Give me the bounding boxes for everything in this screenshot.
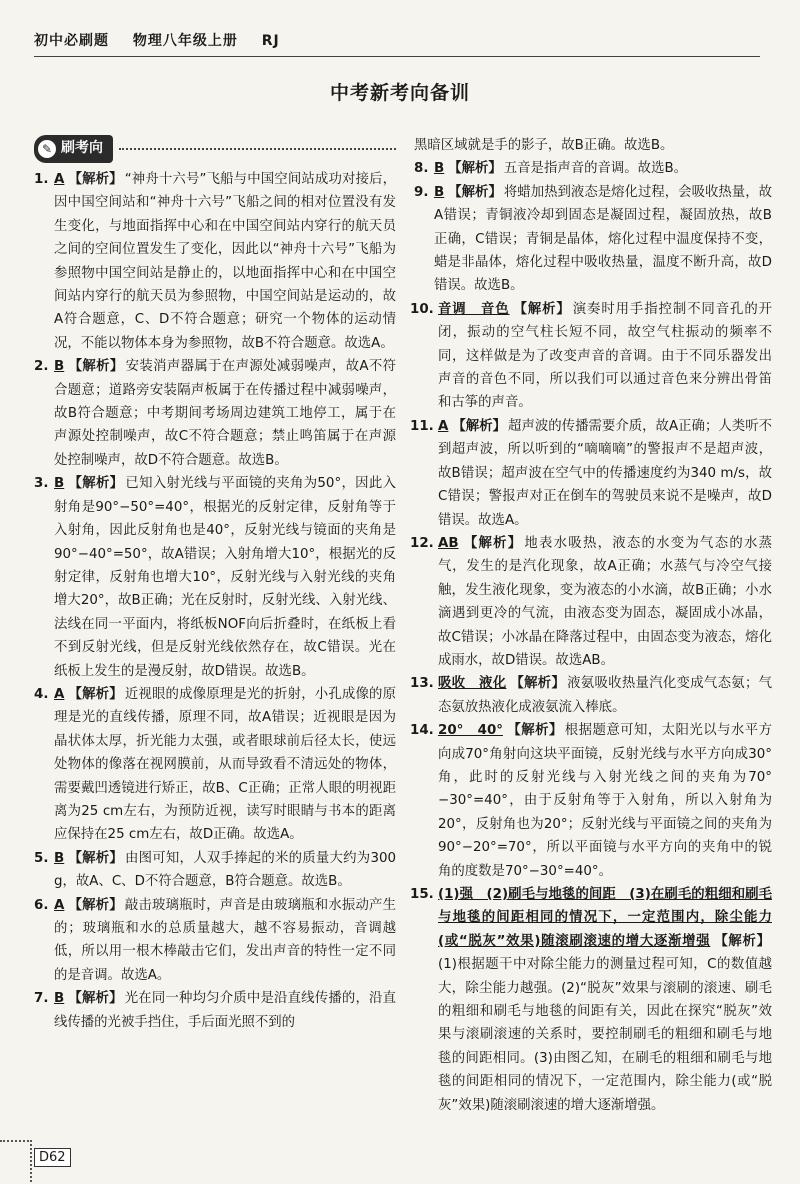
- analysis-tag: 【解析】: [68, 686, 123, 702]
- answer-item: [34, 894, 396, 988]
- answer-item: [34, 168, 396, 355]
- item-answer: A: [54, 172, 65, 187]
- item-answer: B: [54, 991, 65, 1007]
- item-number: 10.: [410, 301, 434, 317]
- item-answer: 音调 音色: [438, 301, 510, 317]
- analysis-tag: 【解析】: [448, 184, 502, 200]
- item-answer: A: [54, 686, 65, 702]
- right-column: [410, 134, 773, 1117]
- answer-item: [34, 683, 396, 847]
- analysis-text: 演奏时用手指控制不同音孔的开闭，振动的空气柱长短不同，故空气柱振动的频率不同，这样做是为了改变声音的音调。由于不同乐器发出声音的音色不同，所以我们可以通过音色来分辨出骨笛和古筝的声音。: [438, 301, 773, 411]
- item-number: 9.: [414, 184, 429, 200]
- analysis-tag: 【解析】: [452, 418, 507, 434]
- analysis-tag: 【解析】: [68, 359, 124, 375]
- brush-icon: ✎: [38, 140, 56, 158]
- analysis-text: 液氨吸收热量汽化变成气态氨；气态氨放热液化成液氨流入棒底。: [438, 676, 773, 715]
- subject-label: 物理八年级上册: [132, 33, 238, 49]
- answer-item: [34, 847, 396, 894]
- item-number: 2.: [34, 359, 49, 375]
- analysis-text: “神舟十六号”飞船与中国空间站成功对接后，因中国空间站和“神舟十六号”飞船之间的相对位置没有发生变化，与地面指挥中心和在中国空间站内穿行的航天员之间的空间位置发生了变化，因此以“神舟十六号”飞船为参照物中国空间站是静止的，以地面指挥中心和在中国空间站内穿行的航天员为参照物，中国空间站是运动的，故A符合题意，C、D不符合题意；研究一个物体的运动情况，不能以物体本身为参照物，故B不符合题意。故选A。: [54, 172, 397, 351]
- answer-item: [410, 719, 772, 883]
- item-number: 7.: [34, 991, 49, 1007]
- item-answer: 吸收 液化: [438, 676, 507, 692]
- analysis-tag: 【解析】: [448, 161, 502, 177]
- item-number: 3.: [34, 476, 49, 492]
- answer-item: [34, 987, 396, 1034]
- page-title: 中考新考向备训: [329, 82, 470, 104]
- item-number: 12.: [410, 535, 434, 551]
- analysis-text: 安装消声器属于在声源处减弱噪声，故A不符合题意；道路旁安装隔声板属于在传播过程中减弱噪声，故B符合题意；中考期间考场周边建筑工地停工，属于在声源处控制噪声，故C不符合题意；禁止鸣笛属于在声源处控制噪声，故D不符合题意。故选B。: [54, 359, 396, 468]
- answer-item: [410, 532, 773, 672]
- analysis-text: 超声波的传播需要介质，故A正确；人类听不到超声波，所以听到的“嘀嘀嘀”的警报声不是超声波，故B错误；超声波在空气中的传播速度约为340 m/s，故C错误；警报声对正在倒车的驾驶员来说不是噪声，故D错误。故选A。: [438, 418, 772, 528]
- analysis-text: 将蜡加热到液态是熔化过程，会吸收热量，故A错误；青铜液冷却到固态是凝固过程，凝固放热，故B正确，C错误；青铜是晶体，熔化过程中温度保持不变，蜡是非晶体，熔化过程中吸收热量，温度不断升高，故D错误。故选B。: [434, 184, 773, 294]
- item-answer: 20° 40°: [438, 723, 503, 739]
- analysis-tag: 【解析】: [68, 172, 123, 187]
- analysis-text: 光在同一种均匀介质中是沿直线传播的，沿直线传播的光被手挡住，手后面光照不到的: [54, 991, 397, 1030]
- left-column: [34, 134, 396, 1034]
- answer-item: [34, 472, 396, 683]
- item-answer: AB: [438, 535, 459, 551]
- analysis-text: 由图可知，人双手捧起的米的质量大约为300 g，故A、C、D不符合题意，B符合题意。故选B。: [54, 850, 397, 890]
- item-number: 1.: [34, 172, 49, 187]
- answer-item: [410, 415, 772, 532]
- item-number: 14.: [410, 723, 434, 739]
- item-number: 15.: [410, 887, 434, 902]
- item-answer: (1)强 (2)刷毛与地毯的间距 (3)在刷毛的粗细和刷毛与地毯的间距相同的情况下，一定范围内，除尘能力(或“脱灰”效果)随滚刷滚速的增大逐渐增强: [438, 887, 772, 949]
- continued-text: 黑暗区域就是手的影子，故B正确。故选B。: [414, 138, 674, 153]
- answer-item: [414, 181, 772, 298]
- page-number: D62: [34, 1148, 71, 1167]
- analysis-tag: 【解析】: [68, 850, 124, 866]
- analysis-tag: 【解析】: [462, 535, 523, 551]
- item-answer: B: [434, 184, 445, 200]
- item-number: 11.: [410, 418, 434, 434]
- analysis-text: 五音是指声音的音调。故选B。: [503, 161, 688, 177]
- analysis-tag: 【解析】: [68, 476, 124, 492]
- item-answer: B: [54, 476, 65, 492]
- analysis-tag: 【解析】: [510, 676, 566, 692]
- analysis-text: 已知入射光线与平面镜的夹角为50°，因此入射角是90°−50°=40°，根据光的反射定律，反射角等于入射角，因此反射角也是40°，反射光线与镜面的夹角是90°−40°=50°，故A错误；入射角增大10°，根据光的反射定律，反射角也增大10°，反射光线与入射光线的夹角增大20°，故B正确；光在反射时，反射光线、入射光线、法线在同一平面内，将纸板NOF向后折叠时，在纸板上看不到反射光线，但是反射光线依然存在，故C错误。光在纸板上发生的是漫反射，故D错误。故选B。: [54, 476, 397, 679]
- answer-item: [410, 298, 773, 415]
- item-number: 8.: [414, 161, 429, 177]
- analysis-text: 根据题意可知，太阳光以与水平方向成70°角射向这块平面镜，反射光线与水平方向成30°角，此时的反射光线与入射光线之间的夹角为70°−30°=40°，由于反射角等于入射角，所以入射角为20°，反射角也为20°；反射光线与平面镜之间的夹角为90°−20°=70°，所以平面镜与水平方向的夹角中的锐角的度数是70°−30°=40°。: [438, 723, 772, 879]
- corner-decoration: [0, 1140, 32, 1182]
- item-answer: A: [54, 897, 65, 913]
- item-answer: B: [434, 161, 445, 177]
- answer-item: [414, 157, 772, 180]
- analysis-text: 敲击玻璃瓶时，声音是由玻璃瓶和水振动产生的；玻璃瓶和水的总质量越大，越不容易振动，音调越低，所以用一根木棒敲击它们，发出声音的特性一定不同的是音调。故选A。: [54, 897, 397, 983]
- item-number: 5.: [34, 850, 49, 866]
- analysis-tag: 【解析】: [513, 301, 571, 317]
- item-answer: B: [54, 359, 65, 375]
- running-header: [34, 30, 760, 54]
- section-header: [34, 134, 396, 164]
- analysis-text: 地表水吸热，液态的水变为气态的水蒸气，发生的是汽化现象，故A正确；水蒸气与冷空气接触，发生液化现象，变为液态的小水滴，故B正确；小水滴遇到更冷的气流，由液态变为固态，凝固成小冰晶，故C错误；小冰晶在降落过程中，由固态变为液态，熔化成雨水，故D错误。故选AB。: [438, 535, 773, 668]
- item-number: 6.: [34, 897, 49, 913]
- answer-item: [410, 672, 773, 719]
- book-title: 初中必刷题: [34, 33, 109, 49]
- analysis-text: (1)根据题干中对除尘能力的测量过程可知，C的数值越大，除尘能力越强。(2)“脱灰”效果与滚刷的滚速、刷毛的粗细和刷毛与地毯的间距有关，因此在探究“脱灰”效果与滚刷滚速的关系时，要控制刷毛的粗细和刷毛与地毯的间距相同。(3)由图乙知，在刷毛的粗细和刷毛与地毯的间距相同的情况下，一定范围内，除尘能力(或“脱灰”效果)随滚刷滚速的增大逐渐增强。: [438, 957, 772, 1113]
- section-label: 刷考向: [61, 140, 103, 157]
- edition-label: RJ: [261, 33, 280, 49]
- answer-item: [34, 355, 396, 472]
- item-answer: A: [438, 418, 449, 434]
- header-divider: [34, 56, 760, 57]
- analysis-text: 近视眼的成像原理是光的折射，小孔成像的原理是光的直线传播，原理不同，故A错误；近视眼是因为晶状体太厚，折光能力太强，或者眼球前后径太长，使远处物体的像落在视网膜前，从而导致看不清远处的物体，需要戴凹透镜进行矫正，故B、C正确；正常人眼的明视距离为25 cm左右，为预防近视，读写时眼睛与书本的距离应保持在25 cm左右，故D正确。故选A。: [54, 686, 397, 843]
- section-dotted-rule: [119, 148, 396, 150]
- analysis-tag: 【解析】: [68, 991, 123, 1007]
- analysis-tag: 【解析】: [68, 897, 123, 913]
- answer-item: [410, 883, 772, 1117]
- item-answer: B: [54, 850, 65, 866]
- analysis-tag: 【解析】: [506, 723, 563, 739]
- analysis-tag: 【解析】: [714, 933, 771, 949]
- item-number: 4.: [34, 686, 49, 702]
- section-badge: [34, 135, 113, 162]
- item-number: 13.: [410, 676, 434, 692]
